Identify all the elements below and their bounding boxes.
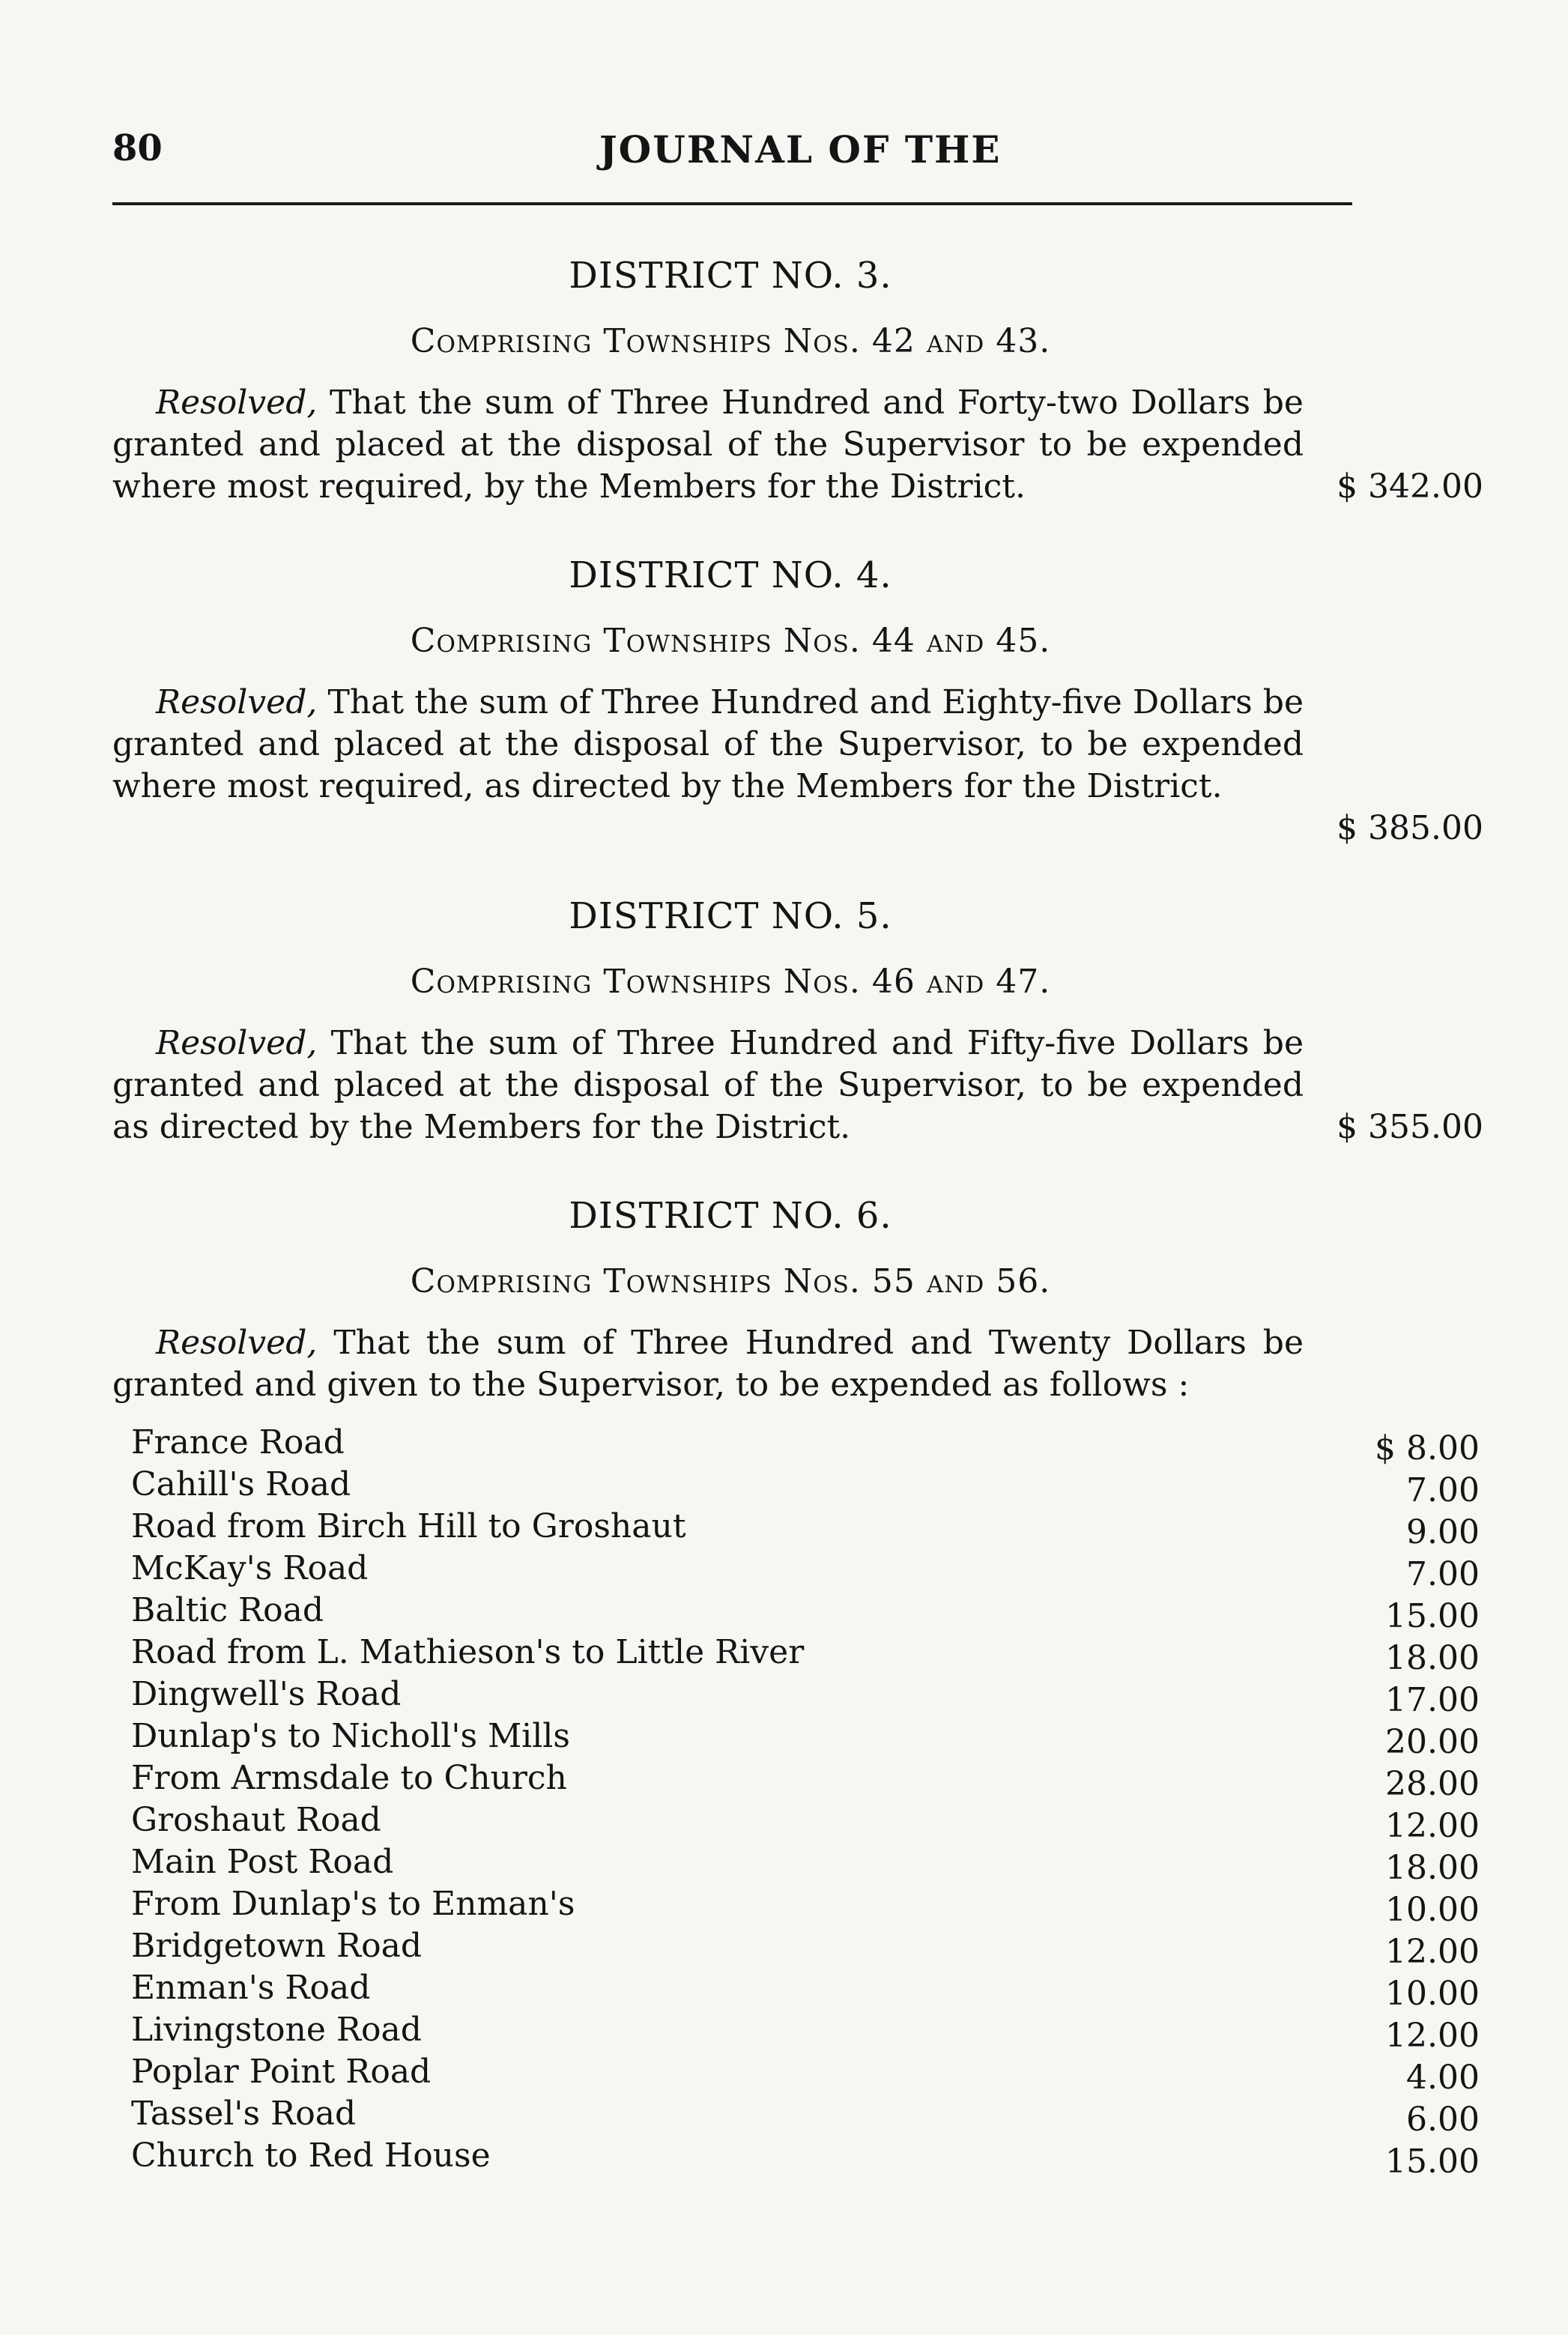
road-name: Church to Red House	[131, 2136, 491, 2175]
road-amount: 4.00	[1406, 2059, 1480, 2097]
list-item	[131, 1423, 1480, 1468]
page-header	[112, 127, 1348, 187]
road-name: From Dunlap's to Enman's	[131, 1885, 575, 1923]
road-name: Enman's Road	[131, 1969, 371, 2007]
road-amount: 7.00	[1406, 1471, 1480, 1509]
road-amount: 6.00	[1406, 2101, 1480, 2139]
township-line: Comprising Townships Nos. 44 and 45.	[410, 622, 1051, 660]
road-amount: 15.00	[1385, 2142, 1480, 2181]
page-number: 80	[112, 127, 163, 169]
list-item	[131, 1885, 1480, 1927]
resolved-word: Resolved,	[156, 1024, 318, 1062]
header-rule	[112, 202, 1352, 205]
list-item	[131, 1843, 1480, 1885]
road-name: Road from Birch Hill to Groshaut	[131, 1507, 686, 1545]
road-amount: 12.00	[1385, 1933, 1480, 1971]
road-amount: $ 8.00	[1375, 1429, 1480, 1468]
resolution-text	[112, 1322, 1304, 1406]
resolution-body: That the sum of Three Hundred and Forty-two Dollars be granted and placed at the disposal of the Supervisor to be expended where most required, by the Members for the District.	[112, 384, 1304, 506]
list-item	[131, 1465, 1480, 1507]
road-amount: 10.00	[1385, 1891, 1480, 1929]
grant-amount: $ 385.00	[1337, 809, 1483, 847]
resolution-text	[112, 682, 1304, 808]
road-amount: 15.00	[1385, 1597, 1480, 1635]
district-heading: DISTRICT NO. 4.	[569, 554, 892, 596]
list-item	[131, 1675, 1480, 1717]
list-item	[131, 2136, 1480, 2181]
road-name: Cahill's Road	[131, 1465, 351, 1503]
running-title: JOURNAL OF THE	[599, 127, 1002, 172]
resolution-text	[112, 382, 1304, 508]
resolution-body: That the sum of Three Hundred and Twenty Dollars be granted and given to the Supervisor, to be expended as follows :	[112, 1324, 1304, 1404]
road-name: Groshaut Road	[131, 1801, 381, 1839]
list-item	[131, 1549, 1480, 1591]
road-amount: 17.00	[1385, 1681, 1480, 1719]
road-name: Baltic Road	[131, 1591, 324, 1629]
list-item	[131, 1591, 1480, 1633]
road-amount: 10.00	[1385, 1975, 1480, 2013]
list-item	[131, 2011, 1480, 2053]
township-line: Comprising Townships Nos. 42 and 43.	[410, 322, 1051, 360]
resolved-word: Resolved,	[156, 384, 318, 422]
road-amount: 18.00	[1385, 1849, 1480, 1887]
road-name: From Armsdale to Church	[131, 1759, 567, 1797]
township-line: Comprising Townships Nos. 46 and 47.	[410, 963, 1051, 1001]
list-item	[131, 1759, 1480, 1801]
road-amount: 7.00	[1406, 1555, 1480, 1593]
road-name: Road from L. Mathieson's to Little River	[131, 1633, 805, 1671]
grant-amount: $ 355.00	[1337, 1108, 1483, 1146]
list-item	[131, 1507, 1480, 1549]
road-name: Poplar Point Road	[131, 2053, 432, 2091]
road-name: Bridgetown Road	[131, 1927, 422, 1965]
road-amount: 28.00	[1385, 1765, 1480, 1803]
road-amount: 18.00	[1385, 1639, 1480, 1677]
road-name: France Road	[131, 1423, 345, 1462]
road-name: Livingstone Road	[131, 2011, 422, 2049]
resolution-body: That the sum of Three Hundred and Eighty-five Dollars be granted and placed at the disposal of the Supervisor, to be expended where most required, as directed by the Members for the District.	[112, 683, 1304, 805]
road-name: Tassel's Road	[131, 2095, 357, 2133]
road-amount: 20.00	[1385, 1723, 1480, 1761]
road-name: Dingwell's Road	[131, 1675, 402, 1713]
list-item	[131, 1633, 1480, 1675]
road-name: Dunlap's to Nicholl's Mills	[131, 1717, 570, 1755]
road-amount: 9.00	[1406, 1513, 1480, 1551]
district-heading: DISTRICT NO. 5.	[569, 895, 892, 937]
list-item	[131, 1717, 1480, 1759]
list-item	[131, 1969, 1480, 2011]
resolution-text	[112, 1023, 1304, 1148]
list-item	[131, 2095, 1480, 2139]
road-amount: 12.00	[1385, 1807, 1480, 1845]
grant-amount: $ 342.00	[1337, 467, 1483, 506]
resolved-word: Resolved,	[156, 1324, 318, 1362]
road-name: Main Post Road	[131, 1843, 394, 1881]
resolution-body: That the sum of Three Hundred and Fifty-five Dollars be granted and placed at the disposal of the Supervisor, to be expended as directed by the Members for the District.	[112, 1024, 1304, 1146]
resolved-word: Resolved,	[156, 683, 318, 721]
district-heading: DISTRICT NO. 3.	[569, 255, 892, 297]
list-item	[131, 1927, 1480, 1969]
district-heading: DISTRICT NO. 6.	[569, 1195, 892, 1237]
list-item	[131, 1801, 1480, 1843]
road-name: McKay's Road	[131, 1549, 369, 1587]
road-amount: 12.00	[1385, 2017, 1480, 2055]
list-item	[131, 2053, 1480, 2095]
township-line: Comprising Townships Nos. 55 and 56.	[410, 1262, 1051, 1300]
